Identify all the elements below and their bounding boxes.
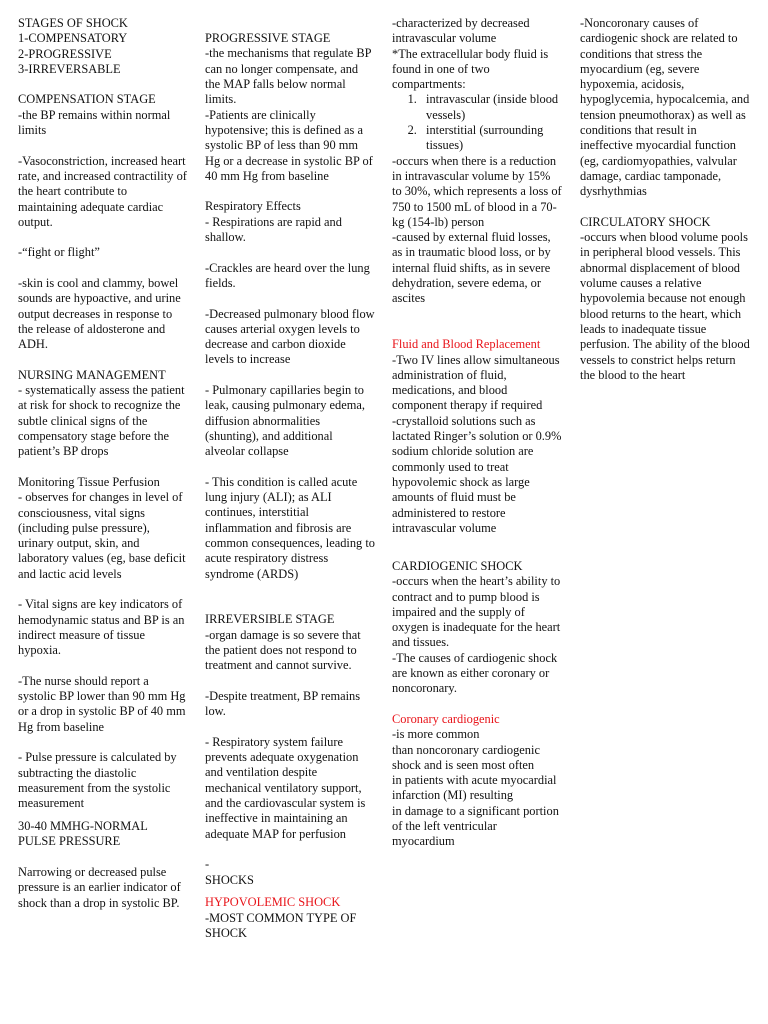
progressive-heading: PROGRESSIVE STAGE: [205, 31, 331, 46]
respiratory-text-4: - Pulmonary capillaries begin to leak, causing pulmonary edema, diffusion abnormalities (shunting), and additional alveolar collapse: [205, 383, 365, 459]
respiratory-heading: Respiratory Effects: [205, 199, 301, 214]
irreversible-text-1: -organ damage is so severe that the patient does not respond to treatment and cannot survive.: [205, 627, 361, 673]
dash-text: -: [205, 857, 210, 872]
shocks-heading: SHOCKS: [205, 872, 254, 887]
irreversible-text-2: -Despite treatment, BP remains low.: [205, 688, 361, 719]
fluid-text-2: -crystalloid solutions such as lactated Ringer’s solution or 0.9% sodium chloride solution are commonly used to treat hypovolemic shock as large amounts of fluid must be administered to restore intravascular volume: [392, 413, 562, 535]
compensation-heading: COMPENSATION STAGE: [18, 92, 156, 107]
circulatory-heading: CIRCULATORY SHOCK: [580, 214, 711, 229]
stage-1: 1-COMPENSATORY: [18, 31, 128, 46]
progressive-text-2: -Patients are clinically hypotensive; this is defined as a systolic BP of less than 90 mm Hg or a decrease in systolic BP of 40 mm Hg from baseline: [205, 107, 373, 183]
stage-3: 3-IRREVERSABLE: [18, 61, 121, 76]
hypovolemic-heading: HYPOVOLEMIC SHOCK: [205, 895, 341, 910]
compartments-list: [392, 92, 562, 153]
nursing-text: - systematically assess the patient at risk for shock to recognize the subtle clinical signs of the compensatory stage before the patient’s BP drops: [18, 383, 185, 459]
fluid-text-1: -Two IV lines allow simultaneous administration of fluid, medications, and blood component therapy if required: [392, 352, 560, 413]
characterized-text: -characterized by decreased intravascular volume: [392, 16, 530, 46]
irreversible-heading: IRREVERSIBLE STAGE: [205, 612, 335, 627]
monitoring-text: - observes for changes in level of consciousness, vital signs (including pulse pressure), urinary output, skin, and laboratory values (eg, base deficit and lactic acid levels: [18, 490, 186, 581]
respiratory-text-3: -Decreased pulmonary blood flow causes arterial oxygen levels to decrease and carbon dioxide levels to increase: [205, 306, 375, 367]
list-item: 1. intravascular (inside blood vessels): [420, 92, 562, 123]
vital-signs-text: - Vital signs are key indicators of hemodynamic status and BP is an indirect measure of tissue hypoxia.: [18, 597, 185, 658]
respiratory-text-5: - This condition is called acute lung injury (ALI); as ALI continues, interstitial inflammation and fibrosis are common consequences, leading to acute respiratory distress syndrome (ARDS): [205, 474, 375, 581]
circulatory-text: -occurs when blood volume pools in peripheral blood vessels. This abnormal displacement of blood volume causes a relative hypovolemia because not enough blood returns to the heart, which leads to inadequate tissue perfusion. The ability of the blood vessels to constrict helps return the blood to the heart: [580, 230, 750, 382]
respiratory-text-1: - Respirations are rapid and shallow.: [205, 214, 342, 245]
coronary-text-3: in patients with acute myocardial infarction (MI) resulting: [392, 773, 557, 803]
respiratory-text-2: -Crackles are heard over the lung fields.: [205, 260, 370, 290]
coronary-text-4: in damage to a significant portion of the left ventricular myocardium: [392, 803, 559, 849]
coronary-text-1: -is more common: [392, 727, 480, 742]
stage-2: 2-PROGRESSIVE: [18, 46, 112, 61]
caused-text: -caused by external fluid losses, as in traumatic blood loss, or by internal fluid shifts, as in severe dehydration, severe edema, or ascites: [392, 230, 551, 306]
column-2: [205, 16, 375, 941]
cardiogenic-text-2: -The causes of cardiogenic shock are known as either coronary or noncoronary.: [392, 650, 558, 696]
pulse-pressure-text: - Pulse pressure is calculated by subtracting the diastolic measurement from the systolic measurement: [18, 750, 177, 811]
compensation-text-4: -skin is cool and clammy, bowel sounds are hypoactive, and urine output decreases in response to the release of aldosterone and ADH.: [18, 276, 181, 352]
coronary-heading: Coronary cardiogenic: [392, 711, 500, 726]
compensation-text-3: -“fight or flight”: [18, 245, 100, 260]
stages-title: STAGES OF SHOCK: [18, 16, 128, 30]
cardiogenic-text-1: -occurs when the heart’s ability to contract and to pump blood is impaired and the supply of oxygen is inadequate for the heart and tissues.: [392, 574, 561, 650]
list-item: 2. interstitial (surrounding tissues): [420, 123, 562, 154]
monitoring-heading: Monitoring Tissue Perfusion: [18, 474, 160, 489]
compensation-text-2: -Vasoconstriction, increased heart rate, and increased contractility of the heart contribute to maintaining adequate cardiac output.: [18, 153, 187, 229]
coronary-text-2: than noncoronary cardiogenic shock and is seen most often: [392, 742, 540, 772]
progressive-text-1: -the mechanisms that regulate BP can no longer compensate, and the MAP falls below normal limits.: [205, 46, 372, 107]
hypovolemic-text: -MOST COMMON TYPE OF SHOCK: [205, 910, 357, 940]
occurs-text: -occurs when there is a reduction in intravascular volume by 15% to 30%, which represents a loss of 750 to 1500 mL of blood in a 70-kg (154-lb) person: [392, 153, 562, 229]
column-3: [392, 16, 562, 850]
ecf-text: *The extracellular body fluid is found in one of two compartments:: [392, 46, 549, 92]
cardiogenic-heading: CARDIOGENIC SHOCK: [392, 558, 523, 573]
nursing-heading: NURSING MANAGEMENT: [18, 367, 166, 382]
normal-pulse-pressure: 30-40 MMHG-NORMAL PULSE PRESSURE: [18, 819, 148, 849]
compensation-text-1: -the BP remains within normal limits: [18, 107, 171, 138]
column-4: [580, 16, 750, 383]
column-1: [18, 16, 188, 911]
irreversible-text-3: - Respiratory system failure prevents adequate oxygenation and ventilation despite mechanical ventilatory support, and the cardiovascular system is ineffective in maintaining an adequate MAP for perfusion: [205, 734, 366, 841]
noncoronary-text: -Noncoronary causes of cardiogenic shock are related to conditions that stress the myocardium (eg, severe hypoxemia, acidosis, hypoglycemia, hypocalcemia, and tension pneumothorax) as well as conditions that result in ineffective myocardial function (eg, cardiomyopathies, valvular damage, cardiac tamponade, dysrhythmias: [580, 16, 750, 199]
fluid-replacement-heading: Fluid and Blood Replacement: [392, 337, 541, 352]
nurse-report-text: -The nurse should report a systolic BP lower than 90 mm Hg or a drop in systolic BP of 40 mm Hg from baseline: [18, 673, 186, 734]
narrowing-text: Narrowing or decreased pulse pressure is an earlier indicator of shock than a drop in systolic BP.: [18, 864, 181, 910]
